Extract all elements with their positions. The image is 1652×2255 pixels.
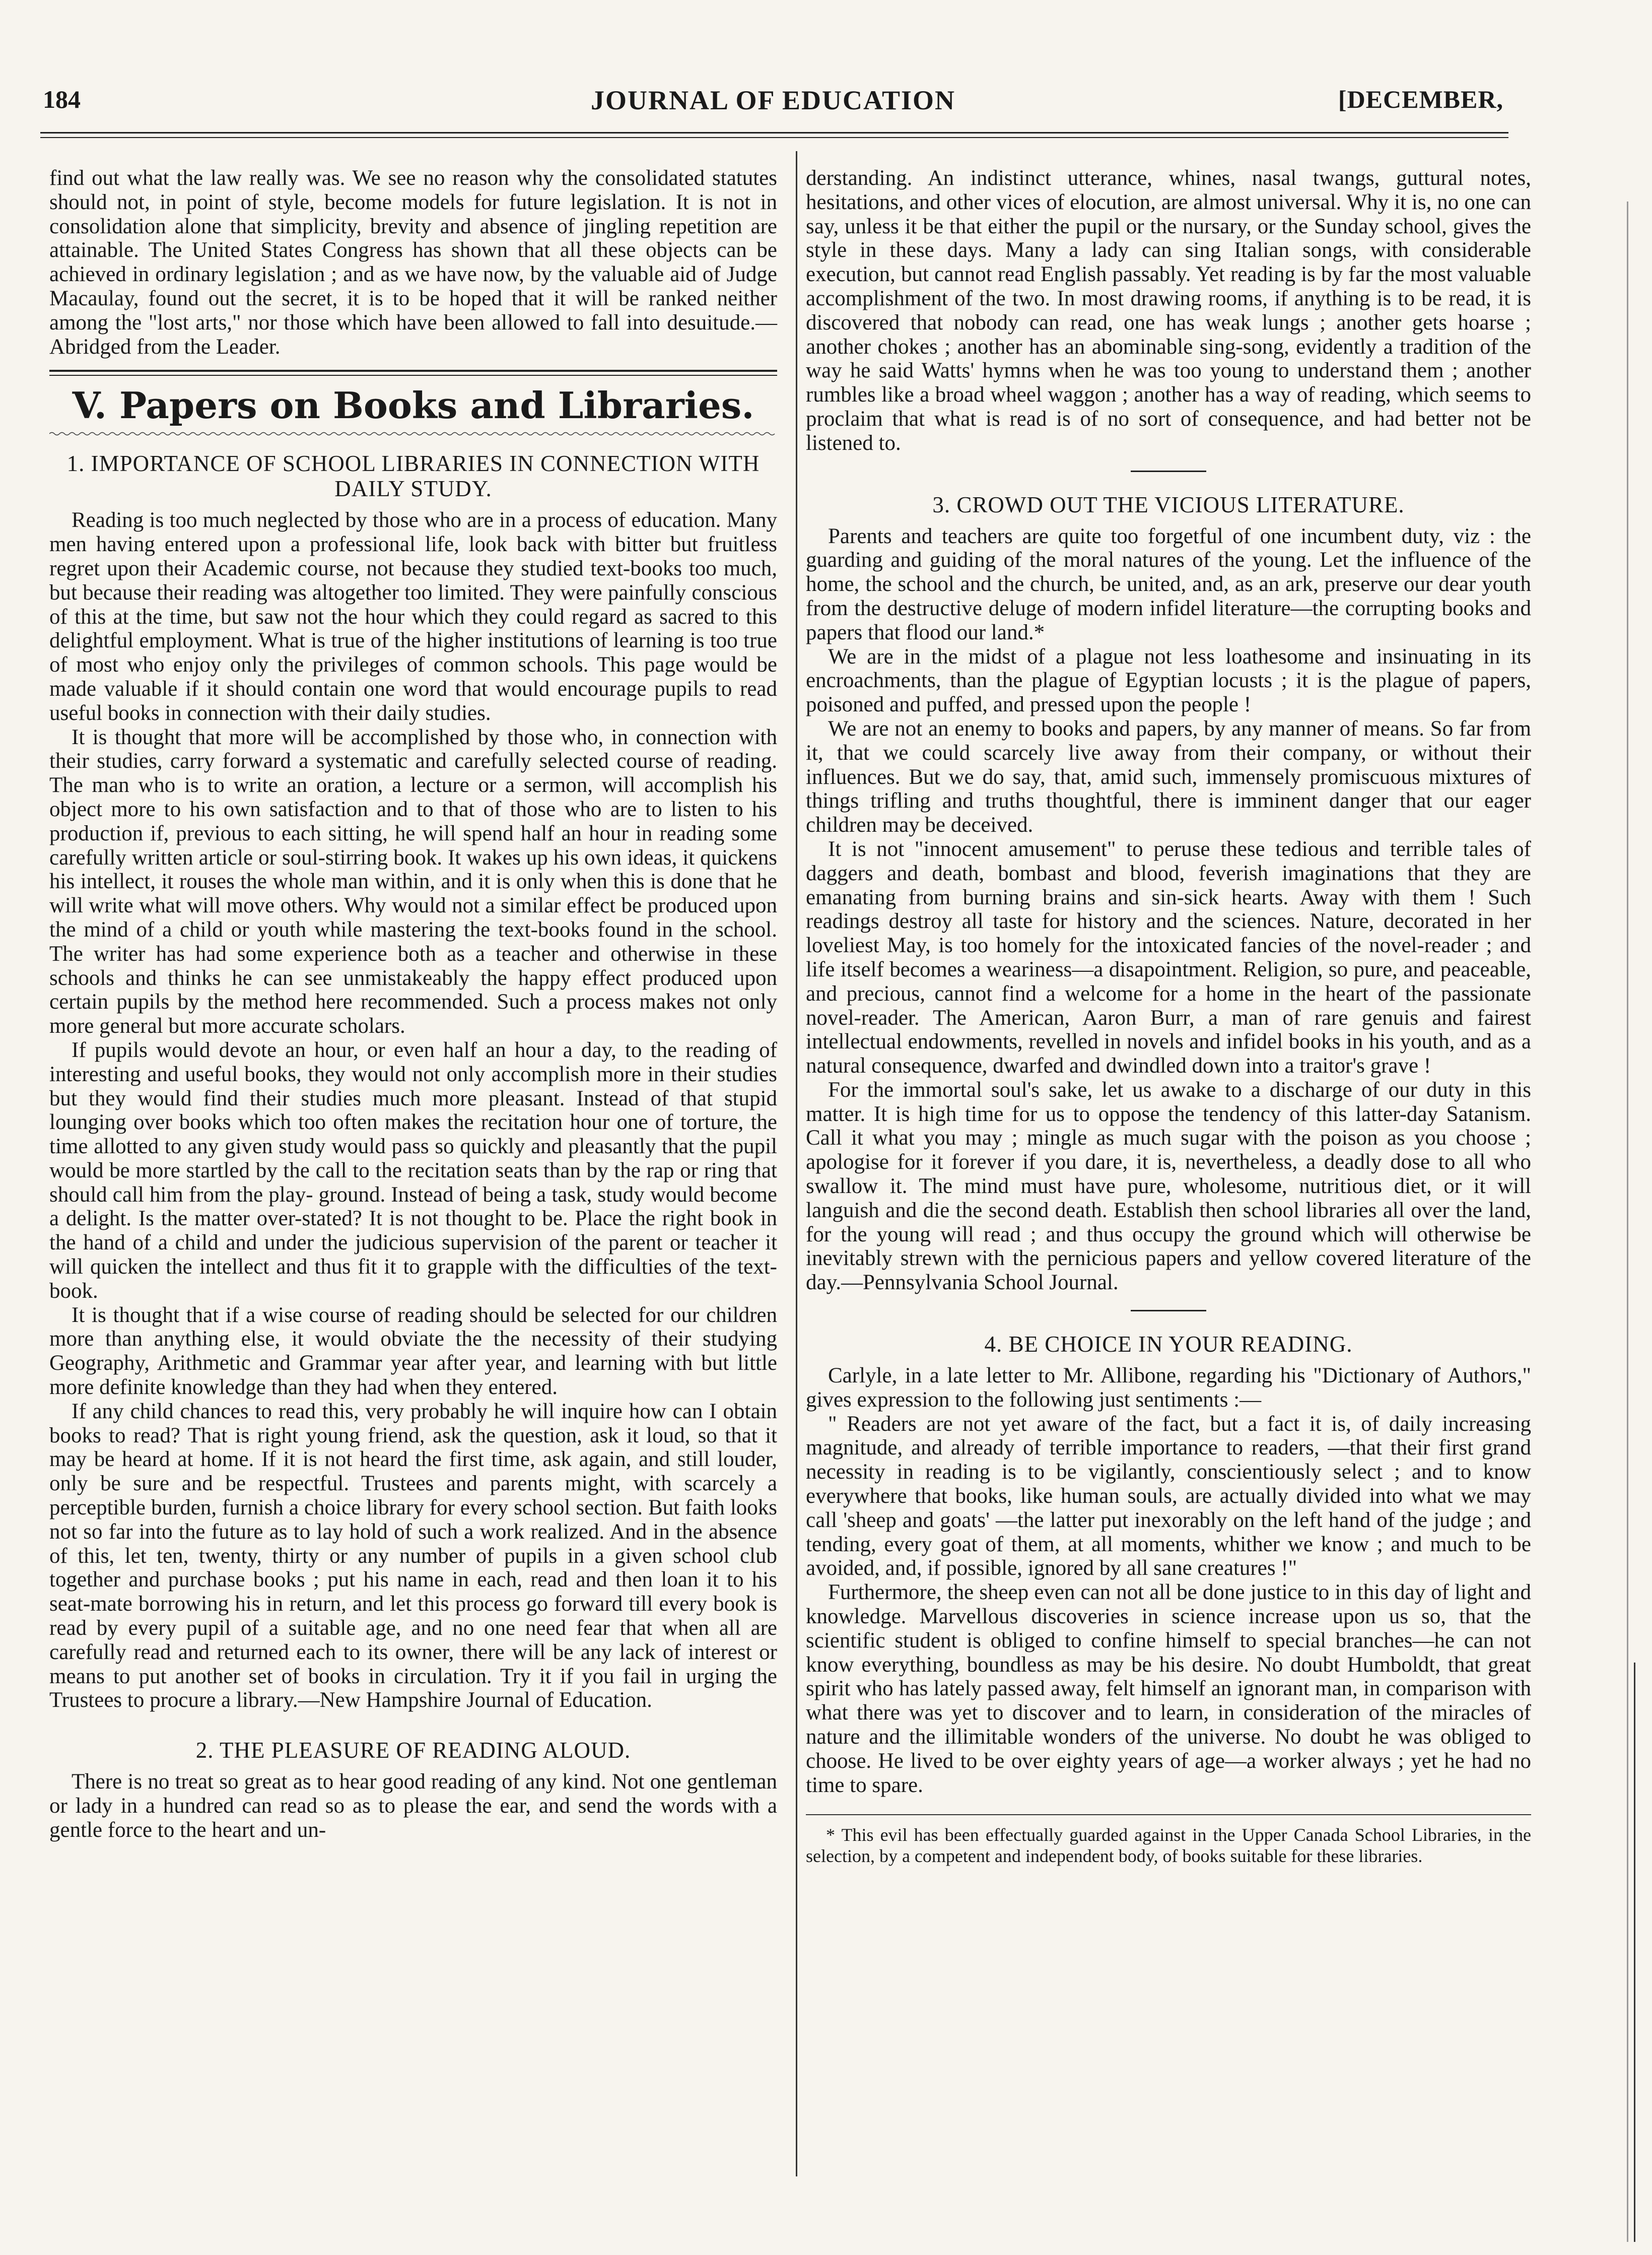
right-column (806, 166, 1531, 1885)
article-separator (1131, 471, 1206, 472)
section-rule-thin (49, 375, 777, 376)
article-3-paragraph-3: We are not an enemy to books and papers, by any manner of means. So far from it, that we could scarcely live away from their company, or without their influences. But we do say, that, amid such, immensely promiscuous mixtures of things trifling and truths thoughtful, there is imminent danger that our eager children may be deceived. (806, 716, 1531, 837)
wavy-divider (49, 431, 777, 436)
article-3-paragraph-2: We are in the midst of a plague not less loathesome and insinuating in its encroachments, than the plague of Egyptian locusts ; it is the plague of papers, poisoned and puffed, and pressed upon the people ! (806, 644, 1531, 717)
article-4-title: 4. BE CHOICE IN YOUR READING. (984, 1332, 1353, 1357)
footnote-rule (806, 1814, 1531, 1815)
issue-month: [DECEMBER, (1338, 85, 1503, 113)
article-1-paragraph-4: It is thought that if a wise course of reading should be selected for our children more than anything else, it would obviate the the necessity of their studying Geography, Arithmetic and Grammar year after year, and learning with but little more definite knowledge than they had when they entered. (49, 1303, 777, 1400)
article-1-paragraph-5: If any child chances to read this, very probably he will inquire how can I obtain books to read? That is right young friend, ask the question, ask it loud, so that it may be heard at home. If it is not heard the first time, ask again, and still louder, only be sure and be respectful. Trustees and parents might, with scarcely a perceptible burden, furnish a choice library for every school section. But faith looks not so far into the future as to lay hold of such a work realized. And in the absence of this, let ten, twenty, thirty or any number of pupils in a given school club together and purchase books ; put his name in each, read and then loan it to his seat-mate borrowing his in return, and let this process go forward till every book is read by every pupil of a suitable age, and no one need fear that when all are carefully read and returned each to its owner, there will be any lack of interest or means to put another set of books in circulation. Try it if you fail in urging the Trustees to procure a library.—New Hampshire Journal of Education. (49, 1399, 777, 1712)
header-rule-top (40, 132, 1508, 134)
section-heading-block (49, 370, 777, 438)
article-1-paragraph-3: If pupils would devote an hour, or even half an hour a day, to the reading of interesting and useful books, they would not only accomplish more in their studies but they would find their studies much more pleasant. Instead of that stupid lounging over books which too often makes the recitation hour one of torture, the time allotted to any given study would pass so quickly and pleasantly that the pupil would be more startled by the call to the recitation seats than by the rap or ring that should call him from the play- ground. Instead of being a task, study would become a delight. Is the matter over-stated? It is not thought to be. Place the right book in the hand of a child and under the judicious supervision of the parent or teacher it will quicken the intellect and thus fit it to grapple with the difficulties of the text-book. (49, 1038, 777, 1303)
article-1-paragraph-2: It is thought that more will be accomplished by those who, in connection with their studies, carry forward a systematic and carefully selected course of reading. The man who is to write an oration, a lecture or a sermon, will accomplish his object more to his own satisfaction and to that of those who are to listen to his production if, previous to each sitting, he will spend half an hour in reading some carefully written article or soul-stirring book. It wakes up his own ideas, it quickens his intellect, it rouses the whole man within, and it is only when this is done that he will write what will move others. Why would not a similar effect be produced upon the mind of a child or youth while mastering the text-books found in the school. The writer has had some experience both as a teacher and otherwise in these schools and thinks he can see unmistakeably the happy effect produced upon certain pupils by the method here recommended. Such a process makes not only more general but more accurate scholars. (49, 725, 777, 1038)
running-header (43, 85, 1503, 125)
intro-paragraph: find out what the law really was. We see no reason why the consolidated statutes should not, in point of style, become models for future legislation. It is not in consolidation alone that simplicity, brevity and absence of jingling repetition are attainable. The United States Congress has shown that all these objects can be achieved in ordinary legislation ; and as we have now, by the valuable aid of Judge Macaulay, found out the secret, it is to be hoped that it will be ranked neither among the "lost arts," nor those which have been allowed to fall into desuitude.—Abridged from the Leader. (49, 166, 777, 359)
article-1-paragraph-1: Reading is too much neglected by those who are in a process of education. Many men having entered upon a professional life, look back with bitter but fruitless regret upon their Academic course, not because they studied text-books too much, but because their reading was altogether too limited. They were painfully conscious of this at the time, but saw not the hour which they could regard as sacred to this delightful employment. What is true of the higher institutions of learning is too true of most who enjoy only the privileges of common schools. This page would be made valuable if it should contain one word that would encourage pupils to read useful books in connection with their daily studies. (49, 508, 777, 725)
article-4-paragraph-3: Furthermore, the sheep even can not all be done justice to in this day of light and knowledge. Marvellous discoveries in science increase upon us so, that the scientific student is obliged to confine himself to special branches—he can not know everything, boundless as may be his desire. No doubt Humboldt, that great spirit who has lately passed away, felt himself an ignorant man, in comparison with what there was yet to discover and to learn, in consideration of the miracles of nature and the illimitable wonders of the universe. No doubt he was obliged to choose. He lived to be over eighty years of age—a worker always ; yet he had no time to spare. (806, 1580, 1531, 1797)
footnote: * This evil has been effectually guarded against in the Upper Canada School Libraries, in the selection, by a competent and independent body, of books suitable for these libraries. (806, 1825, 1531, 1867)
left-column (49, 166, 777, 1842)
article-3-paragraph-5: For the immortal soul's sake, let us awake to a discharge of our duty in this matter. It is high time for us to oppose the tendency of this latter-day Satanism. Call it what you may ; mingle as much sugar with the poison as you choose ; apologise for it forever if you dare, it is, nevertheless, a deadly dose to all who swallow it. The mind must have pure, wholesome, nutritious diet, or it will languish and die the second death. Establish then school libraries all over the land, for the young will read ; and thus occupy the ground which will otherwise be inevitably strewn with the pernicious papers and yellow covered literature of the day.—Pennsylvania School Journal. (806, 1078, 1531, 1295)
column-divider (796, 151, 797, 2176)
article-3-paragraph-1: Parents and teachers are quite too forgetful of one incumbent duty, viz : the guarding and guiding of the moral natures of the young. Let the influence of the home, the school and the church, be united, and, as an ark, preserve our dear youth from the destructive deluge of modern infidel literature—the corrupting books and papers that flood our land.* (806, 524, 1531, 644)
page-edge-line (1627, 202, 1628, 2242)
article-4-paragraph-1: Carlyle, in a late letter to Mr. Allibone, regarding his "Dictionary of Authors," gives expression to the following just sentiments :— (806, 1364, 1531, 1412)
article-3-title: 3. CROWD OUT THE VICIOUS LITERATURE. (932, 492, 1405, 517)
article-1-title: 1. IMPORTANCE OF SCHOOL LIBRARIES IN CONNECTION WITH DAILY STUDY. (66, 451, 760, 502)
journal-title: JOURNAL OF EDUCATION (590, 85, 956, 115)
article-2-continuation: derstanding. An indistinct utterance, whines, nasal twangs, guttural notes, hesitations, and other vices of elocution, are almost universal. Why it is, no one can say, unless it be that either the pupil or the nursary, or the Sunday school, gives the style in these days. Many a lady can sing Italian songs, with considerable execution, but cannot read English passably. Yet reading is by far the most valuable accomplishment of the two. In most drawing rooms, if anything is to be read, it is discovered that nobody can read, one has weak lungs ; another gets hoarse ; another chokes ; another has an abominable sing-song, evidently a tradition of the way he said Watts' hymns when he was too young to understand them ; another rumbles like a broad wheel waggon ; another has a way of reading, which seems to proclaim that what is read is of no sort of consequence, and had better not be listened to. (806, 166, 1531, 455)
article-separator (1131, 1310, 1206, 1311)
article-4-quote: " Readers are not yet aware of the fact, but a fact it is, of daily increasing magnitude, and already of terrible importance to readers, —that their first grand necessity in reading is to be vigilantly, conscientiously select ; and to know everywhere that books, like human souls, are actually divided into what we may call 'sheep and goats' —the latter put inexorably on the left hand of the judge ; and tending, every goat of them, at all moments, whither we know ; and much to be avoided, and, if possible, ignored by all sane creatures !" (806, 1412, 1531, 1580)
section-rule-thick (49, 370, 777, 372)
article-2-title: 2. THE PLEASURE OF READING ALOUD. (195, 1738, 631, 1763)
header-rule-bottom (40, 137, 1508, 138)
article-3-paragraph-4: It is not "innocent amusement" to peruse these tedious and terrible tales of daggers and death, bombast and blood, feverish imaginations that they are emanating from burning brains and sin-sick hearts. Away with them ! Such readings destroy all taste for history and the sciences. Nature, decorated in her loveliest May, is too homely for the intoxicated fancies of the novel-reader ; and life itself becomes a weariness—a disapointment. Religion, so pure, and peaceable, and precious, cannot find a welcome for a home in the heart of the passionate novel-reader. The American, Aaron Burr, a man of rare genuis and fairest intellectual endowments, revelled in novels and infidel books in his youth, and as a natural consequence, dwarfed and dwindled down into a traitor's grave ! (806, 837, 1531, 1078)
page-edge-line-dark (1634, 1663, 1635, 2242)
page-number: 184 (43, 85, 81, 113)
article-2-paragraph-1: There is no treat so great as to hear good reading of any kind. Not one gentleman or lady in a hundred can read so as to please the ear, and send the words with a gentle force to the heart and un- (49, 1770, 777, 1842)
section-title: V. Papers on Books and Libraries. (72, 384, 754, 427)
